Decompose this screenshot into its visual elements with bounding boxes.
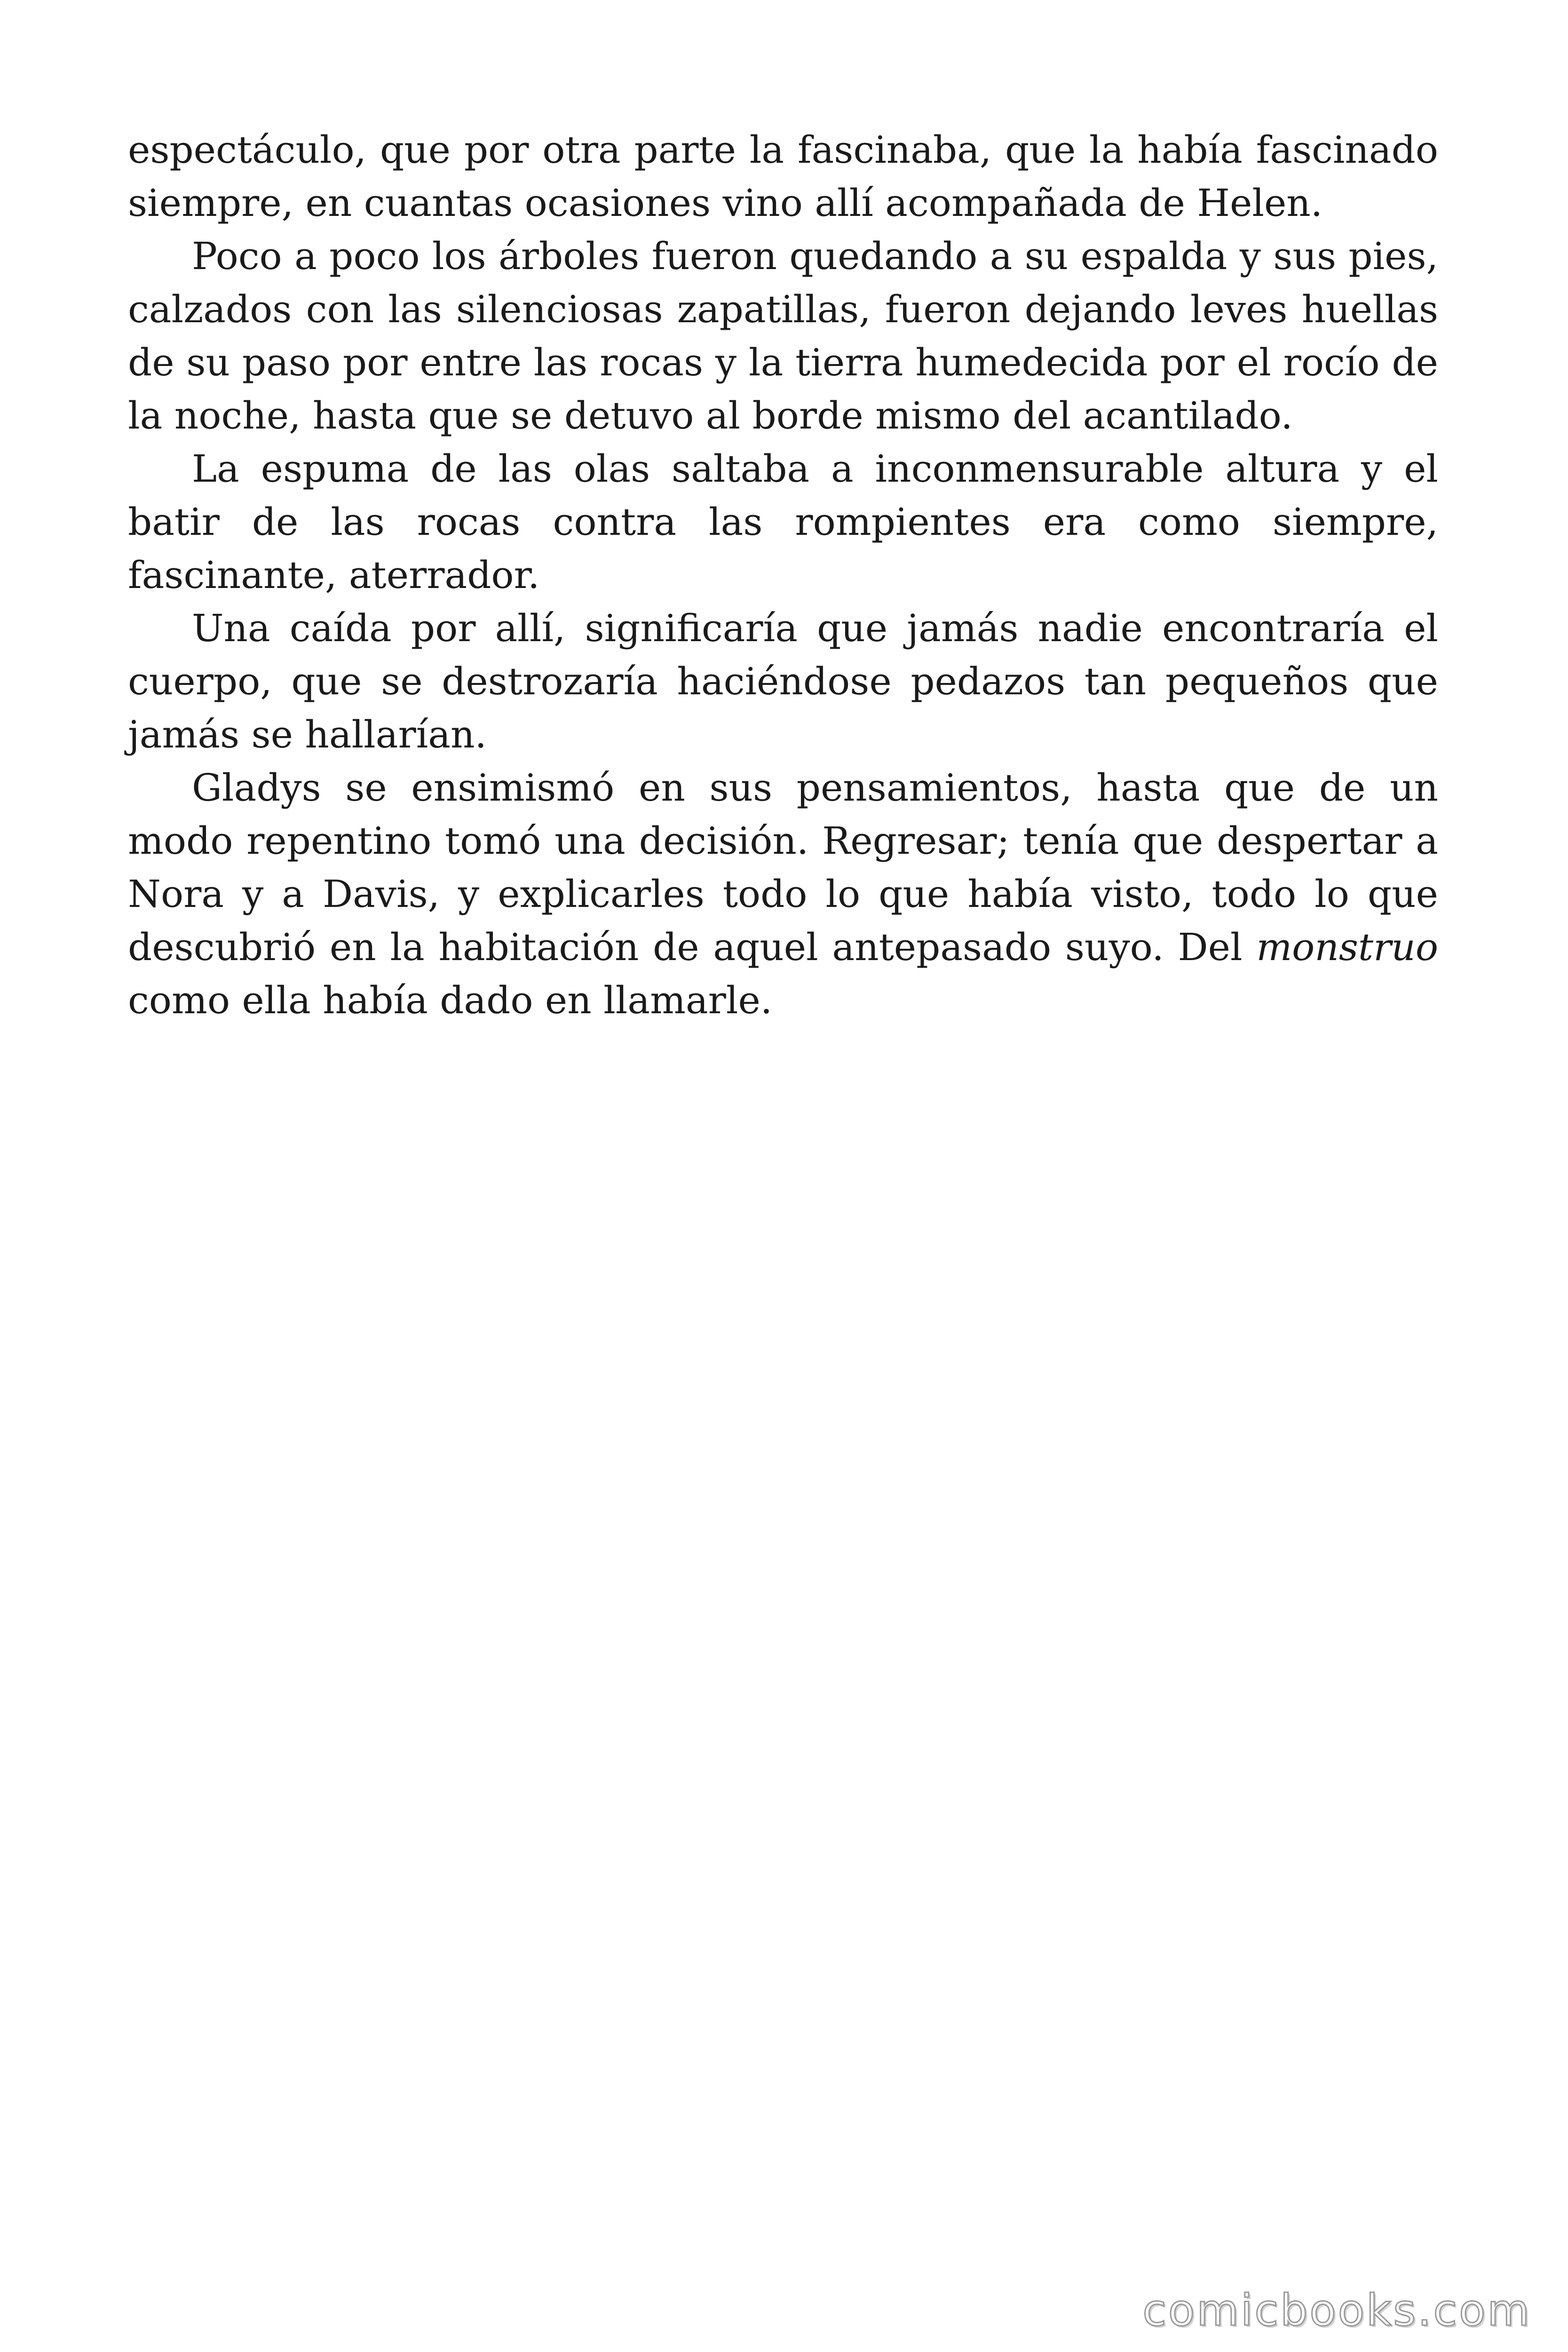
paragraph-1: espectáculo, que por otra parte la fascinaba, que la había fascinado siempre, en cuantas ocasiones vino allí acompañada de Helen. (128, 128, 1438, 225)
paragraph-3: La espuma de las olas saltaba a inconmensurable altura y el batir de las rocas contra las rompientes era como siempre, fascinante, aterrador. (128, 447, 1438, 597)
paragraph-5-after: como ella había dado en llamarle. (128, 978, 773, 1022)
paragraph-4: Una caída por allí, significaría que jamás nadie encontraría el cuerpo, que se destrozaría haciéndose pedazos tan pequeños que jamás se hallarían. (128, 606, 1438, 756)
watermark: comicbooks.com (1142, 2285, 1531, 2336)
paragraph-5 (128, 761, 1438, 1027)
paragraph-2: Poco a poco los árboles fueron quedando a su espalda y sus pies, calzados con las silenciosas zapatillas, fueron dejando leves huellas de su paso por entre las rocas y la tierra humedecida por el rocío de la noche, hasta que se detuvo al borde mismo del acantilado. (128, 234, 1438, 437)
italic-word-monstruo: monstruo (1256, 925, 1438, 969)
body-text (128, 123, 1438, 1027)
paragraph-5-before: Gladys se ensimismó en sus pensamientos, hasta que de un modo repentino tomó una decisión. Regresar; tenía que despertar a Nora y a Davis, y explicarles todo lo que había visto, todo lo que descubrió en la habitación de aquel antepasado suyo. Del (128, 766, 1438, 969)
